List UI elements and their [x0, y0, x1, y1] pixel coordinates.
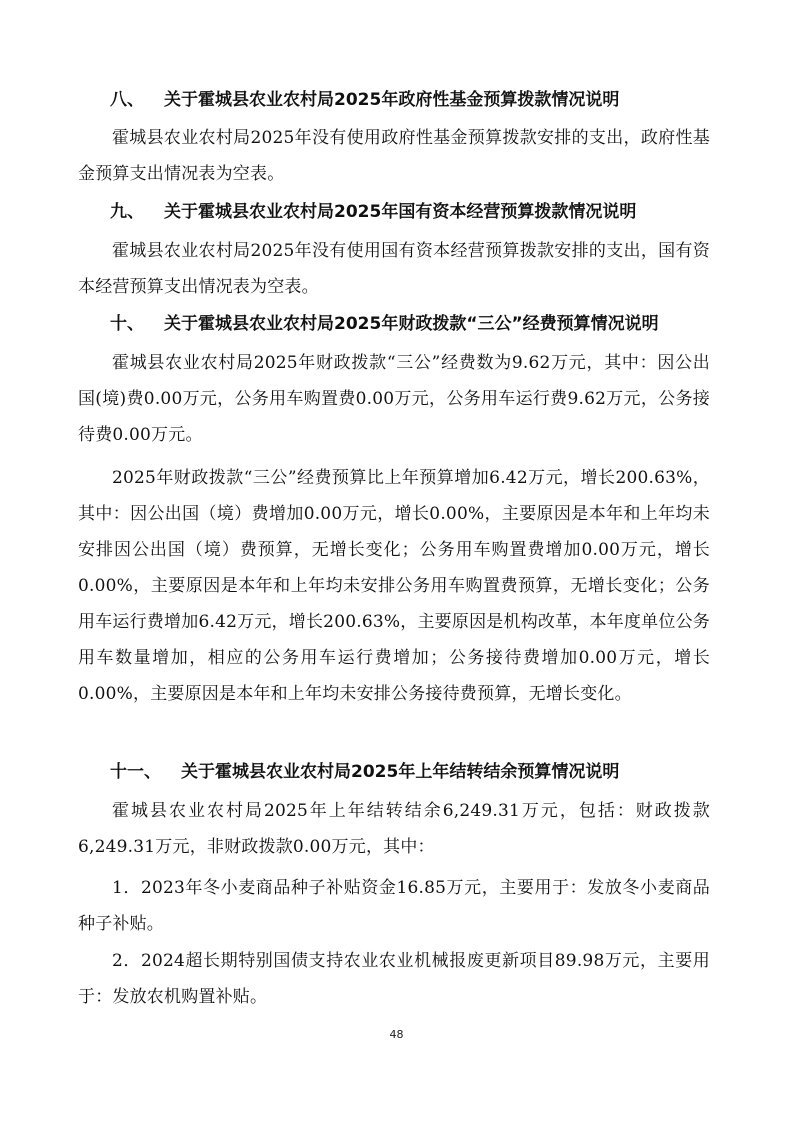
paragraph: 2．2024超长期特别国债支持农业农业机械报废更新项目89.98万元，主要用于：发放农机购置补贴。 [78, 951, 710, 1007]
section-number: 九、 [110, 202, 144, 222]
section-number: 十、 [110, 314, 144, 334]
page-number: 48 [389, 1028, 404, 1041]
section-heading-8 [110, 88, 710, 112]
section-heading-11 [110, 760, 710, 784]
section-number: 十一、 [110, 762, 161, 782]
paragraph: 1．2023年冬小麦商品种子补贴资金16.85万元，主要用于：发放冬小麦商品种子补贴。 [78, 878, 710, 934]
section-number: 八、 [110, 90, 144, 110]
section-heading-10 [110, 312, 710, 336]
paragraph: 霍城县农业农村局2025年财政拨款“三公”经费数为9.62万元，其中：因公出国(境)费0.00万元，公务用车购置费0.00万元，公务用车运行费9.62万元，公务接待费0.00万元。 [78, 353, 710, 445]
section-title: 关于霍城县农业农村局2025年政府性基金预算拨款情况说明 [164, 90, 620, 110]
section-heading-9 [110, 200, 710, 224]
paragraph: 2025年财政拨款“三公”经费预算比上年预算增加6.42万元，增长200.63%，其中：因公出国（境）费增加0.00万元，增长0.00%，主要原因是本年和上年均未安排因公出国（境）费预算，无增长变化；公务用车购置费增加0.00万元，增长0.00%，主要原因是本年和上年均未安排公务用车购置费预算，无增长变化；公务用车运行费增加6.42万元，增长200.63%，主要原因是机构改革，本年度单位公务用车数量增加，相应的公务用车运行费增加；公务接待费增加0.00万元，增长0.00%，主要原因是本年和上年均未安排公务接待费预算，无增长变化。 [78, 468, 710, 704]
section-title: 关于霍城县农业农村局2025年财政拨款“三公”经费预算情况说明 [164, 314, 659, 334]
paragraph: 霍城县农业农村局2025年没有使用国有资本经营预算拨款安排的支出，国有资本经营预算支出情况表为空表。 [78, 241, 710, 297]
paragraph: 霍城县农业农村局2025年上年结转结余6,249.31万元，包括：财政拨款6,249.31万元，非财政拨款0.00万元，其中： [78, 801, 710, 857]
section-title: 关于霍城县农业农村局2025年上年结转结余预算情况说明 [181, 762, 620, 782]
paragraph: 霍城县农业农村局2025年没有使用政府性基金预算拨款安排的支出，政府性基金预算支出情况表为空表。 [78, 128, 710, 184]
section-title: 关于霍城县农业农村局2025年国有资本经营预算拨款情况说明 [164, 202, 637, 222]
